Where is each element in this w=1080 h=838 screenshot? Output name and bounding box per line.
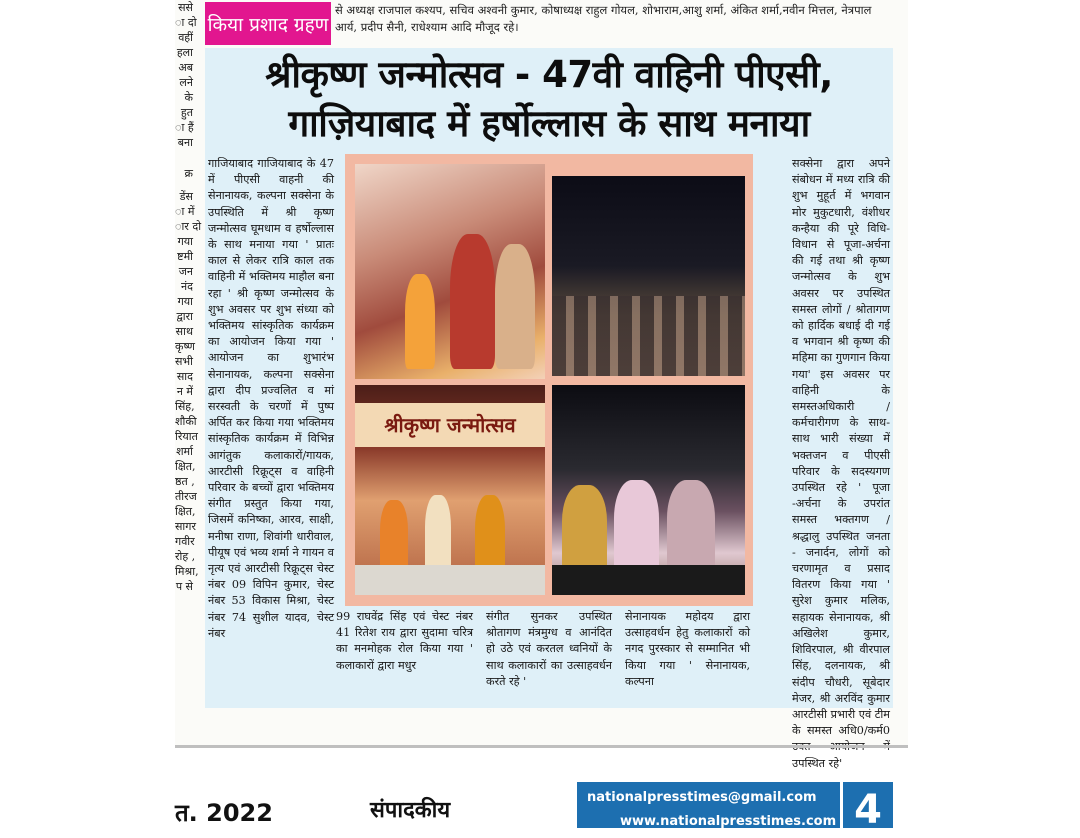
fragment-line <box>175 181 193 189</box>
fragment-line: कृष्ण <box>175 340 195 353</box>
fragment-line: डेंस <box>179 190 193 203</box>
fragment-line: शर्मा <box>176 445 193 458</box>
next-page-header <box>175 782 895 833</box>
adjacent-column-fragment <box>175 0 202 745</box>
fragment-line: क्षित, <box>175 460 196 473</box>
website-address: www.nationalpresstimes.com <box>620 814 837 829</box>
photo-guests-seated <box>552 385 745 595</box>
fragment-line: साथ <box>175 325 193 338</box>
fragment-line: हला <box>176 46 193 59</box>
fragment-line <box>175 158 193 166</box>
fragment-line: न में <box>176 385 193 398</box>
date-fragment: त. 2022 <box>175 799 273 827</box>
fragment-line: साद <box>176 370 193 383</box>
newspaper-page <box>175 0 908 770</box>
photo-night-audience <box>552 176 745 376</box>
fragment-line: वहीं <box>178 31 193 44</box>
article-column-5: सक्सेना द्वारा अपने संबोधन में मध्य रात्रि की शुभ मुहूर्त में भगवान मोर मुकुटधारी, वंशीधर कन्हैया की पूरे विधि-विधान से पूजा-अर्चना की गई तथा श्री कृष्ण जन्मोत्सव के शुभ अवसर पर उपस्थित समस्त लोगों / श्रोतागण को हार्दिक बधाई दी गई व भगवान श्री कृष्ण की महिमा का गुणगान किया गया' इस अवसर पर वाहिनी के समस्तअधिकारी /कर्मचारीगण के साथ- साथ भारी संख्या में भक्तजन व पीएसी परिवार के सदस्यगण उपस्थित रहे ' पूजा -अर्चना के उपरांत समस्त भक्तगण / श्रद्धालु उपस्थित जनता - जनार्दन, लोगों को चरणामृत व प्रसाद वितरण किया गया ' सुरेश कुमार मलिक, सहायक सेनानायक, श्री अखिलेश कुमार, शिविरपाल, श्री वीरपाल सिंह, दलनायक, श्री संदीप चौधरी, सूबेदार मेजर, श्री अरविंद कुमार आरटीसी प्रभारी एवं टीम के समस्त अधि0/कर्म0 उपस्थित रहे' <box>792 157 890 770</box>
page-number: 4 <box>843 782 893 828</box>
page-divider <box>175 745 908 748</box>
fragment-line: ा में <box>175 205 195 218</box>
fragment-line: अब <box>178 61 193 74</box>
photo-stage-performance <box>355 385 545 595</box>
previous-article-ending: से अध्यक्ष राजपाल कश्यप, सचिव अश्वनी कुमार, कोषाध्यक्ष राहुल गोयल, शोभाराम,आशु शर्मा, अंकित शर्मा,नवीन मित्तल, नेत्रपाल आर्य, प्रदीप सैनी, राधेश्याम आदि मौजूद रहे। <box>335 3 872 34</box>
section-tag: किया प्रशाद ग्रहण <box>205 2 331 45</box>
email-address: nationalpresstimes@gmail.com <box>587 790 817 805</box>
fragment-line: के <box>184 91 193 104</box>
fragment-line: गया <box>177 295 193 308</box>
fragment-line: ा दो <box>175 16 197 29</box>
article-column-2: 99 राघवेंद्र सिंह एवं चेस्ट नंबर 41 रितेश राय द्वारा सुदामा चरित्र का मनमोहक रोल किया गया ' कलाकारों द्वारा मधुर <box>336 610 473 672</box>
fragment-line: ष्टमी <box>177 250 193 263</box>
fragment-line: गया <box>177 235 193 248</box>
fragment-line: ार दो <box>175 220 202 233</box>
fragment-line: बना <box>177 136 193 149</box>
fragment-line: ससे <box>178 1 193 14</box>
fragment-line: हुत <box>180 106 193 119</box>
fragment-line: क्षित, <box>175 505 196 518</box>
stage-banner: श्रीकृष्ण जन्मोत्सव <box>355 403 545 447</box>
headline-line-1: श्रीकृष्ण जन्मोत्सव - 47वी वाहिनी पीएसी, <box>265 53 833 96</box>
fragment-line: शौकी <box>175 415 197 428</box>
fragment-line: रियात <box>175 430 198 443</box>
fragment-line: प से <box>175 580 193 593</box>
fragment-line: नंद <box>181 280 193 293</box>
article-column-4: सेनानायक महोदय द्वारा उत्साहवर्धन हेतु कलाकारों को नगद पुरस्कार से सम्मानित भी किया गया ' सेनानायक, कल्पना <box>625 610 750 688</box>
fragment-line: क्र <box>184 167 193 180</box>
fragment-line: द्वारा <box>176 310 193 323</box>
fragment-line: गवीर <box>175 535 195 548</box>
fragment-line: तीरज <box>175 490 197 503</box>
fragment-line: सभी <box>175 355 194 368</box>
fragment-line: मिश्रा, <box>175 565 199 578</box>
fragment-line: लने <box>179 76 193 89</box>
fragment-line: ा हैं <box>175 121 194 134</box>
photo-collage <box>345 154 753 606</box>
article-column-3: संगीत सुनकर उपस्थित श्रोतागण मंत्रमुग्ध व आनंदित हो उठे एवं करतल ध्वनियों के साथ कलाकारों का उत्साहवर्धन करते रहे ' <box>486 610 612 688</box>
article-column-1: गाजियाबाद गाजियाबाद के 47 में पीएसी वाहनी की सेनानायक, कल्पना सक्सेना के उपस्थिति में श्री कृष्ण जन्मोत्सव घूमधाम व हर्षोल्लास के साथ मनाया गया ' प्रातः काल से लेकर रात्रि काल तक वाहिनी में भक्तिमय माहौल बना रहा ' श्री कृष्ण जन्मोत्सव के शुभ अवसर पर शुभ संध्या को भक्तिमय सांस्कृतिक कार्यक्रम का आयोजन किया गया ' आयोजन का शुभारंभ सेनानायक, कल्पना सक्सेना द्वारा दीप प्रज्वलित व मां सरस्वती के चरणों में पुष्प अर्पित कर किया गया भक्तिमय सांस्कृतिक कार्यक्रम में विभिन्न आगंतुक कलाकारों/गायक, आरटीसी रिक्रूट्स व वाहिनी परिवार के बच्चों द्वारा भक्तिमय संगीत प्रस्तुत किया गया, जिसमें कनिष्का, आरव, साक्षी, मनीषा राणा, शिवांगी धारीवाल, पीयूष एवं भव्य शर्मा ने गायन व नृत्य एवं आरटीसी रिक्रूट्स चेस्ट नंबर 09 विपिन कुमार, चेस्ट नंबर 53 विकास मिश्रा, चेस्ट नंबर 74 सुशील यादव, चेस्ट नंबर <box>208 157 334 640</box>
editorial-heading: संपादकीय <box>370 797 451 823</box>
fragment-line: जन <box>178 265 193 278</box>
headline-line-2: गाज़ियाबाद में हर्षोल्लास के साथ मनाया <box>288 102 810 145</box>
photo-puja-ceremony <box>355 164 545 379</box>
headline <box>205 50 893 148</box>
fragment-line: रोह , <box>175 550 196 563</box>
fragment-line: सिंह, <box>175 400 195 413</box>
article-box <box>205 48 893 770</box>
fragment-line <box>175 150 193 158</box>
fragment-line: सागर <box>175 520 196 533</box>
fragment-line: ष्ठत , <box>175 475 195 488</box>
